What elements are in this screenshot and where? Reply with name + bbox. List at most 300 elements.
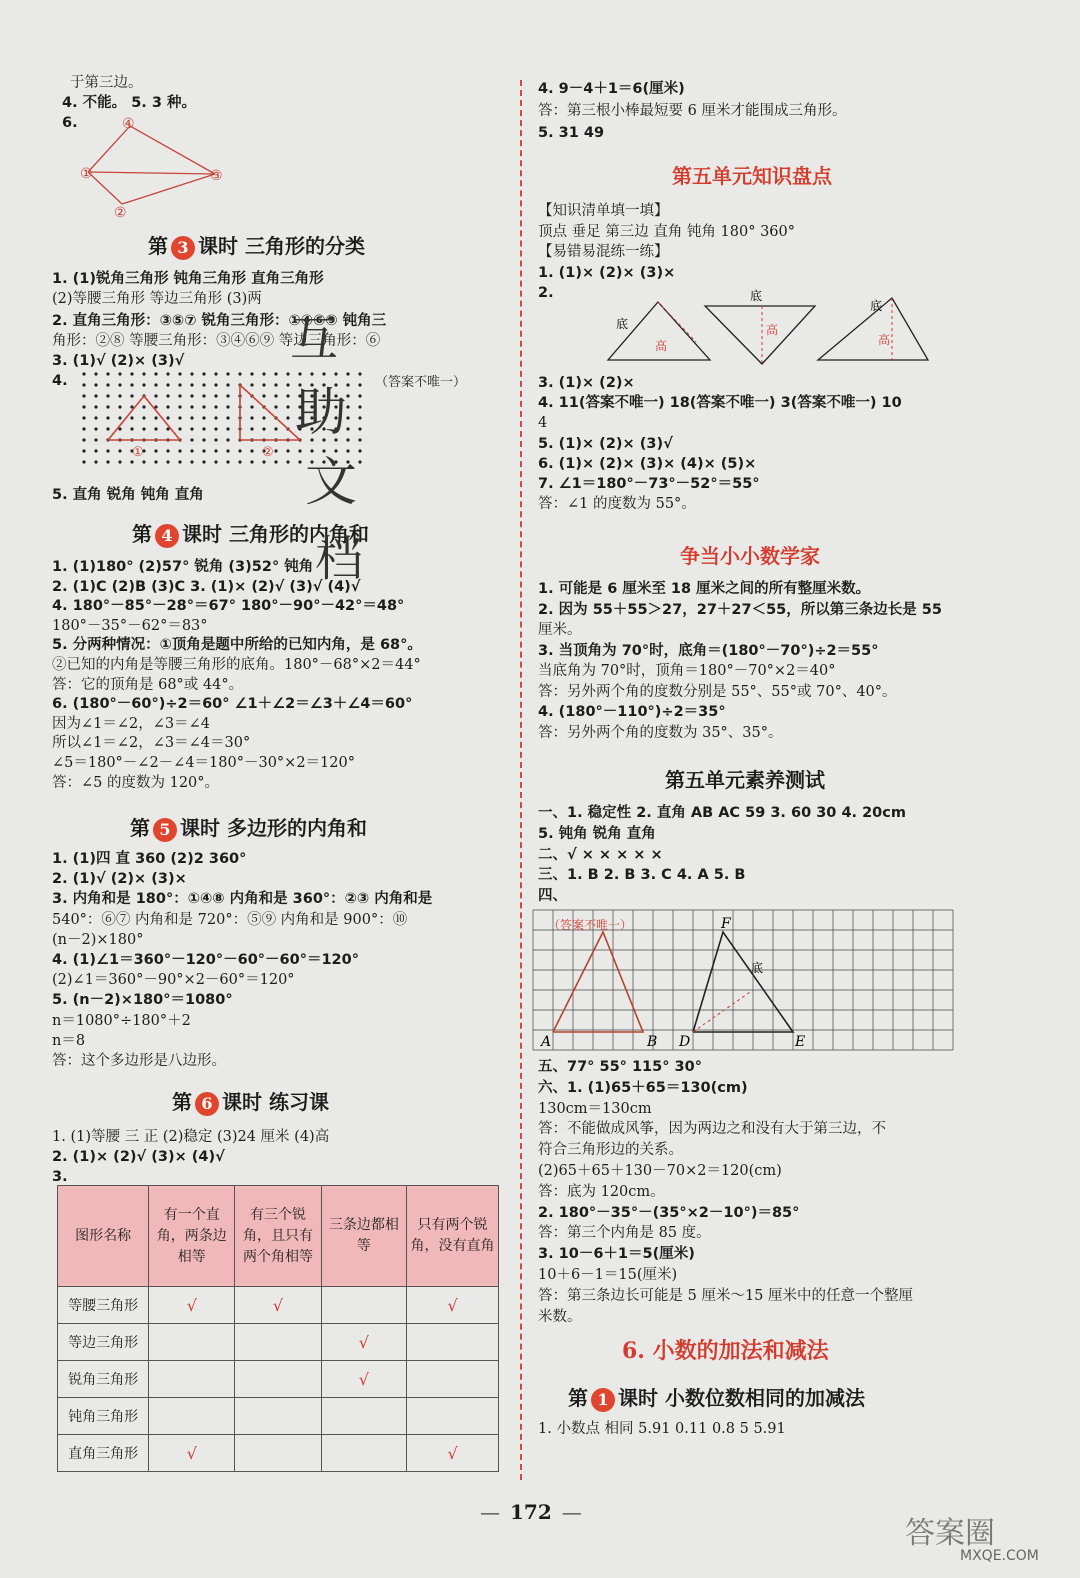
text-line: 1. 小数点 相同 5.91 0.11 0.8 5 5.91 bbox=[538, 1421, 786, 1437]
grid-dot bbox=[118, 394, 121, 397]
grid-dot bbox=[226, 427, 229, 430]
drawn-triangle bbox=[240, 385, 300, 440]
text-line: 一、1. 稳定性 2. 直角 AB AC 59 3. 60 30 4. 20cm bbox=[538, 805, 906, 821]
grid-dot bbox=[274, 449, 277, 452]
grid-dot bbox=[130, 394, 133, 397]
text-line: 5. 31 49 bbox=[538, 125, 605, 141]
table-cell: √ bbox=[321, 1361, 407, 1398]
watermark-url: MXQE.COM bbox=[960, 1548, 1039, 1564]
text-line: 厘米。 bbox=[538, 622, 582, 638]
text-line: 【易错易混练一练】 bbox=[538, 244, 669, 260]
table-cell: 钝角三角形 bbox=[58, 1398, 149, 1435]
text-line: 顶点 垂足 第三边 直角 钝角 180° 360° bbox=[538, 223, 796, 240]
grid-dot bbox=[262, 372, 265, 375]
grid-dot bbox=[358, 394, 361, 397]
grid-dot bbox=[202, 460, 205, 463]
text-line: 1. (1)180° (2)57° 锐角 (3)52° 钝角 bbox=[52, 559, 314, 575]
grid-dot bbox=[106, 460, 109, 463]
grid-dot bbox=[94, 405, 97, 408]
table-header: 有一个直角，两条边相等 bbox=[149, 1186, 235, 1287]
grid-dot bbox=[190, 449, 193, 452]
grid-dot bbox=[286, 460, 289, 463]
text-line: 5. (n－2)×180°＝1080° bbox=[52, 992, 233, 1009]
grid-dot bbox=[94, 449, 97, 452]
shape-label: ① bbox=[132, 445, 144, 460]
lesson5-title: 第 5 课时 多边形的内角和 bbox=[130, 816, 367, 840]
grid-dot bbox=[190, 460, 193, 463]
grid-dot bbox=[94, 416, 97, 419]
grid-dot bbox=[82, 383, 85, 386]
text-line: 符合三角形边的关系。 bbox=[538, 1142, 683, 1159]
grid-dot bbox=[286, 405, 289, 408]
text-line: 4. bbox=[52, 373, 68, 389]
grid-dot bbox=[202, 372, 205, 375]
grid-dot bbox=[358, 383, 361, 386]
grid-dot bbox=[82, 372, 85, 375]
grid-dot bbox=[106, 405, 109, 408]
grid-dot bbox=[274, 460, 277, 463]
grid-dot bbox=[202, 405, 205, 408]
table-row bbox=[58, 1435, 499, 1472]
table-cell bbox=[321, 1398, 407, 1435]
table-cell bbox=[149, 1361, 235, 1398]
text-line: 6. (1)× (2)× (3)× (4)× (5)× bbox=[538, 455, 757, 472]
grid-dot bbox=[130, 460, 133, 463]
drawn-triangle bbox=[553, 932, 643, 1032]
table-cell: √ bbox=[149, 1435, 235, 1472]
grid-dot bbox=[202, 416, 205, 419]
text-line: 180°－35°－62°＝83° bbox=[52, 617, 208, 634]
grid-dot bbox=[274, 427, 277, 430]
grid-dot bbox=[166, 405, 169, 408]
grid-dot bbox=[178, 383, 181, 386]
text-line: 2. 180°－35°－(35°×2－10°)＝85° bbox=[538, 1204, 800, 1221]
page-number: — 172 — bbox=[480, 1500, 582, 1524]
table-header: 图形名称 bbox=[58, 1186, 149, 1287]
text-line: 1. 可能是 6 厘米至 18 厘米之间的所有整厘米数。 bbox=[538, 581, 871, 597]
grid-note: （答案不唯一） bbox=[548, 918, 633, 932]
grid-dot bbox=[154, 372, 157, 375]
drawn-triangle bbox=[693, 932, 793, 1032]
table-cell bbox=[407, 1324, 499, 1361]
grid-dot bbox=[190, 427, 193, 430]
text-line: 答：第三个内角是 85 度。 bbox=[538, 1225, 711, 1242]
grid-dot bbox=[238, 449, 241, 452]
grid-dot bbox=[178, 394, 181, 397]
height-line bbox=[693, 990, 753, 1032]
grid-dot bbox=[262, 427, 265, 430]
table-cell bbox=[235, 1324, 321, 1361]
grid-dot bbox=[226, 449, 229, 452]
grid-dot bbox=[202, 449, 205, 452]
table-cell bbox=[407, 1361, 499, 1398]
grid-dot bbox=[142, 372, 145, 375]
text-line: 于第三边。 bbox=[70, 75, 143, 91]
answer-note: （答案不唯一） bbox=[375, 375, 467, 390]
grid-dot bbox=[202, 383, 205, 386]
grid-dot bbox=[106, 449, 109, 452]
grid-dot bbox=[226, 438, 229, 441]
base-height-triangles bbox=[600, 284, 990, 374]
table-header: 只有两个锐角，没有直角 bbox=[407, 1186, 499, 1287]
grid-dot bbox=[214, 383, 217, 386]
grid-dot bbox=[238, 460, 241, 463]
figure-6-diagram bbox=[70, 112, 240, 222]
grid-dot bbox=[82, 460, 85, 463]
grid-dot bbox=[118, 416, 121, 419]
grid-dot bbox=[178, 372, 181, 375]
base-label: 底 bbox=[870, 299, 883, 313]
text-line: 答：这个多边形是八边形。 bbox=[52, 1053, 226, 1069]
point-label: B bbox=[647, 1034, 658, 1050]
grid-dot bbox=[226, 405, 229, 408]
grid-dot bbox=[274, 394, 277, 397]
text-line: 1. (1)四 直 360 (2)2 360° bbox=[52, 851, 247, 867]
grid-dot bbox=[166, 416, 169, 419]
grid-dot bbox=[178, 405, 181, 408]
grid-dot bbox=[214, 460, 217, 463]
text-line: 四、 bbox=[538, 888, 567, 905]
grid-dot bbox=[202, 394, 205, 397]
table-header: 有三个锐角，且只有两个角相等 bbox=[235, 1186, 321, 1287]
grid-dot bbox=[82, 405, 85, 408]
grid-dot bbox=[190, 405, 193, 408]
grid-dot bbox=[106, 416, 109, 419]
text-line: 1. (1)× (2)× (3)× bbox=[538, 264, 676, 281]
grid-dot bbox=[178, 460, 181, 463]
text-line: 3. 当顶角为 70°时，底角＝(180°－70°)÷2＝55° bbox=[538, 642, 879, 659]
grid-dot bbox=[166, 449, 169, 452]
grid-dot bbox=[262, 383, 265, 386]
grid-dot bbox=[166, 372, 169, 375]
grid-dot bbox=[358, 416, 361, 419]
grid-dot bbox=[118, 460, 121, 463]
table-cell: √ bbox=[235, 1287, 321, 1324]
grid-dot bbox=[262, 416, 265, 419]
grid-dot bbox=[250, 449, 253, 452]
grid-dot bbox=[178, 449, 181, 452]
table-cell bbox=[149, 1398, 235, 1435]
grid-dot bbox=[358, 438, 361, 441]
grid-dot bbox=[190, 372, 193, 375]
grid-dot bbox=[94, 372, 97, 375]
grid-dot bbox=[82, 438, 85, 441]
text-line: 角形：②⑧ 等腰三角形：③④⑥⑨ 等边三角形：⑥ bbox=[52, 333, 381, 349]
text-line: 当底角为 70°时，顶角＝180°－70°×2＝40° bbox=[538, 663, 836, 679]
text-line: 4 bbox=[538, 415, 548, 432]
grid-dot bbox=[214, 427, 217, 430]
text-line: 4. 不能。 5. 3 种。 bbox=[62, 95, 196, 111]
lesson4-title: 第 4 课时 三角形的内角和 bbox=[132, 522, 369, 546]
table-cell: √ bbox=[321, 1324, 407, 1361]
text-line: 六、1. (1)65＋65＝130(cm) bbox=[538, 1079, 748, 1096]
text-line: 答：第三条边长可能是 5 厘米～15 厘米中的任意一个整厘 bbox=[538, 1287, 914, 1304]
grid-dot bbox=[250, 416, 253, 419]
grid-dot bbox=[226, 416, 229, 419]
text-line: (2)等腰三角形 等边三角形 (3)两 bbox=[52, 291, 262, 307]
table-cell: √ bbox=[149, 1287, 235, 1324]
grid-dot bbox=[238, 372, 241, 375]
grid-dot bbox=[358, 372, 361, 375]
text-line: 5. 分两种情况：①顶角是题中所给的已知内角，是 68°。 bbox=[52, 637, 422, 654]
grid-dot bbox=[358, 405, 361, 408]
table-cell bbox=[407, 1398, 499, 1435]
point-label: ① bbox=[80, 166, 93, 182]
text-line: 答：第三根小棒最短要 6 厘米才能围成三角形。 bbox=[538, 103, 847, 119]
point-label: ③ bbox=[210, 168, 223, 184]
grid-dot bbox=[142, 383, 145, 386]
grid-dot bbox=[166, 394, 169, 397]
grid-dot bbox=[166, 383, 169, 386]
grid-dot bbox=[118, 405, 121, 408]
point-label: ④ bbox=[122, 116, 135, 132]
handwriting-char: 文 bbox=[305, 453, 358, 513]
table-cell: √ bbox=[407, 1435, 499, 1472]
grid-dot bbox=[94, 438, 97, 441]
handwriting-char: 互 bbox=[290, 311, 339, 367]
grid-dot bbox=[190, 438, 193, 441]
text-line: 三、1. B 2. B 3. C 4. A 5. B bbox=[538, 867, 746, 884]
grid-dot bbox=[286, 416, 289, 419]
grid-dot bbox=[106, 427, 109, 430]
grid-dot bbox=[142, 416, 145, 419]
grid-dot bbox=[286, 372, 289, 375]
table-cell bbox=[321, 1435, 407, 1472]
grid-dot bbox=[142, 460, 145, 463]
table-cell bbox=[235, 1398, 321, 1435]
height-label: 高 bbox=[878, 333, 891, 347]
text-line: 2. (1)C (2)B (3)C 3. (1)× (2)√ (3)√ (4)√ bbox=[52, 578, 361, 595]
grid-dot bbox=[130, 427, 133, 430]
grid-dot bbox=[106, 394, 109, 397]
table-cell: 直角三角形 bbox=[58, 1435, 149, 1472]
text-line: 因为∠1＝∠2，∠3＝∠4 bbox=[52, 715, 210, 732]
text-line: 5. 钝角 锐角 直角 bbox=[538, 825, 656, 842]
text-line: 130cm＝130cm bbox=[538, 1100, 652, 1117]
text-line: 4. (180°－110°)÷2＝35° bbox=[538, 704, 726, 720]
text-line: 4. 9－4＋1＝6(厘米) bbox=[538, 81, 685, 97]
table-cell bbox=[235, 1361, 321, 1398]
text-line: 3. bbox=[52, 1169, 68, 1185]
text-line: 3. 内角和是 180°：①④⑧ 内角和是 360°：②③ 内角和是 bbox=[52, 891, 433, 908]
text-line: 五、77° 55° 115° 30° bbox=[538, 1059, 702, 1075]
text-line: 3. 10－6＋1＝5(厘米) bbox=[538, 1246, 695, 1263]
grid-dot bbox=[142, 427, 145, 430]
grid-dot bbox=[250, 372, 253, 375]
grid-dot bbox=[274, 372, 277, 375]
watermark-brand: 答案圈 bbox=[905, 1516, 995, 1551]
table-cell bbox=[321, 1287, 407, 1324]
text-line: 2. bbox=[538, 285, 554, 301]
grid-dot bbox=[154, 416, 157, 419]
grid-dot bbox=[214, 405, 217, 408]
lesson3-title: 第 3 课时 三角形的分类 bbox=[148, 234, 365, 258]
grid-dot bbox=[154, 394, 157, 397]
text-line: ∠5＝180°－∠2－∠4＝180°－30°×2＝120° bbox=[52, 755, 355, 771]
grid-dot bbox=[190, 394, 193, 397]
shape-label: ② bbox=[262, 445, 274, 460]
grid-dot bbox=[94, 394, 97, 397]
grid-dot bbox=[178, 416, 181, 419]
text-line: 答：另外两个角的度数分别是 55°、55°或 70°、40°。 bbox=[538, 683, 897, 700]
table-cell: 等边三角形 bbox=[58, 1324, 149, 1361]
grid-dot bbox=[202, 438, 205, 441]
handwriting-char: 档 bbox=[315, 531, 364, 587]
text-line: 2. 因为 55＋55＞27，27＋27＜55，所以第三条边长是 55 bbox=[538, 601, 942, 618]
text-line: 答：不能做成风筝，因为两边之和没有大于第三边，不 bbox=[538, 1121, 886, 1138]
table-cell: 锐角三角形 bbox=[58, 1361, 149, 1398]
text-line: n＝8 bbox=[52, 1032, 86, 1049]
grid-dot bbox=[226, 372, 229, 375]
chapter6-title: 6. 小数的加法和减法 bbox=[622, 1338, 829, 1364]
grid-dot bbox=[190, 416, 193, 419]
grid-dot bbox=[250, 427, 253, 430]
table-cell: √ bbox=[407, 1287, 499, 1324]
grid-dot bbox=[118, 372, 121, 375]
text-line: 答：∠5 的度数为 120°。 bbox=[52, 774, 220, 791]
point-label: 底 bbox=[751, 961, 764, 975]
grid-dot bbox=[286, 394, 289, 397]
grid-dot bbox=[262, 460, 265, 463]
point-label: F bbox=[721, 916, 731, 932]
text-line: 10＋6－1＝15(厘米) bbox=[538, 1267, 678, 1283]
table-row bbox=[58, 1398, 499, 1435]
grid-dot bbox=[358, 460, 361, 463]
text-line: 5. (1)× (2)× (3)√ bbox=[538, 435, 673, 452]
text-line: (2)∠1＝360°－90°×2－60°＝120° bbox=[52, 972, 295, 989]
text-line: 6. bbox=[62, 115, 78, 131]
text-line: 答：∠1 的度数为 55°。 bbox=[538, 496, 696, 513]
grid-dot bbox=[106, 383, 109, 386]
grid-dot bbox=[94, 383, 97, 386]
grid-dot bbox=[298, 449, 301, 452]
classification-table bbox=[57, 1185, 499, 1472]
text-line: 答：另外两个角的度数为 35°、35°。 bbox=[538, 724, 783, 741]
text-line: 3. (1)× (2)× bbox=[538, 375, 635, 391]
grid-dot bbox=[82, 427, 85, 430]
grid-dot bbox=[226, 394, 229, 397]
text-line: 6. (180°－60°)÷2＝60° ∠1＋∠2＝∠3＋∠4＝60° bbox=[52, 696, 413, 713]
grid-dot bbox=[142, 405, 145, 408]
grid-dot bbox=[118, 449, 121, 452]
grid-dot bbox=[154, 460, 157, 463]
unit5-review-title: 第五单元知识盘点 bbox=[672, 164, 832, 188]
table-row bbox=[58, 1287, 499, 1324]
table-cell: 等腰三角形 bbox=[58, 1287, 149, 1324]
text-line: (2)65＋65＋130－70×2＝120(cm) bbox=[538, 1163, 782, 1179]
grid-dot bbox=[214, 394, 217, 397]
text-line: (n－2)×180° bbox=[52, 931, 144, 948]
mathematician-title: 争当小小数学家 bbox=[680, 544, 820, 568]
grid-dot bbox=[154, 383, 157, 386]
grid-dot bbox=[130, 372, 133, 375]
base-label: 底 bbox=[750, 289, 763, 303]
point-label: E bbox=[795, 1034, 806, 1050]
grid-dot bbox=[358, 427, 361, 430]
grid-dot bbox=[250, 405, 253, 408]
text-line: 7. ∠1＝180°－73°－52°＝55° bbox=[538, 476, 760, 492]
grid-dot bbox=[154, 449, 157, 452]
text-line: n＝1080°÷180°＋2 bbox=[52, 1012, 191, 1029]
text-line: 1. (1)等腰 三 正 (2)稳定 (3)24 厘米 (4)高 bbox=[52, 1129, 330, 1145]
table-row bbox=[58, 1361, 499, 1398]
text-line: 3. (1)√ (2)× (3)√ bbox=[52, 353, 185, 369]
grid-dot bbox=[118, 383, 121, 386]
grid-dot bbox=[106, 372, 109, 375]
height-label: 高 bbox=[655, 339, 668, 353]
grid-dot bbox=[154, 427, 157, 430]
grid-dot bbox=[226, 383, 229, 386]
text-line: 2. (1)√ (2)× (3)× bbox=[52, 871, 187, 888]
text-line: 答：它的顶角是 68°或 44°。 bbox=[52, 676, 244, 693]
grid-dot bbox=[214, 416, 217, 419]
point-label: A bbox=[541, 1034, 552, 1050]
grid-dot bbox=[82, 449, 85, 452]
grid-dot bbox=[250, 460, 253, 463]
text-line: 二、√ × × × × × bbox=[538, 846, 663, 863]
text-line: 【知识清单填一填】 bbox=[538, 203, 669, 219]
base-label: 底 bbox=[616, 317, 629, 331]
grid-dot bbox=[214, 438, 217, 441]
grid-dot bbox=[178, 427, 181, 430]
text-line: 1. (1)锐角三角形 钝角三角形 直角三角形 bbox=[52, 271, 324, 287]
text-line: 4. (1)∠1＝360°－120°－60°－60°＝120° bbox=[52, 952, 359, 968]
point-label: D bbox=[679, 1034, 691, 1050]
grid-dot bbox=[226, 460, 229, 463]
column-divider bbox=[520, 80, 522, 1480]
grid-dot bbox=[214, 372, 217, 375]
height-label: 高 bbox=[766, 323, 779, 337]
table-cell bbox=[149, 1324, 235, 1361]
table-cell bbox=[235, 1435, 321, 1472]
text-line: 所以∠1＝∠2，∠3＝∠4＝30° bbox=[52, 735, 251, 752]
handwriting-char: 助 bbox=[295, 383, 348, 443]
text-line: 4. 11(答案不唯一) 18(答案不唯一) 3(答案不唯一) 10 bbox=[538, 395, 902, 412]
lesson6-title: 第 6 课时 练习课 bbox=[172, 1090, 329, 1114]
text-line: 4. 180°－85°－28°＝67° 180°－90°－42°＝48° bbox=[52, 598, 405, 615]
grid-dot bbox=[130, 383, 133, 386]
grid-dot bbox=[298, 460, 301, 463]
lesson1-title: 第 1 课时 小数位数相同的加减法 bbox=[568, 1386, 865, 1410]
grid-dot bbox=[274, 405, 277, 408]
grid-dot bbox=[202, 427, 205, 430]
grid-dot bbox=[262, 394, 265, 397]
grid-dot bbox=[94, 427, 97, 430]
table-header: 三条边都相等 bbox=[321, 1186, 407, 1287]
grid-dot bbox=[214, 449, 217, 452]
text-line: ②已知的内角是等腰三角形的底角。180°－68°×2＝44° bbox=[52, 657, 421, 673]
grid-dot bbox=[166, 460, 169, 463]
grid-dot bbox=[94, 460, 97, 463]
point-label: ② bbox=[114, 205, 127, 221]
grid-dot bbox=[358, 449, 361, 452]
grid-dot bbox=[82, 416, 85, 419]
text-line: 2. 直角三角形：③⑤⑦ 锐角三角形：①④⑥⑨ 钝角三 bbox=[52, 313, 387, 329]
grid-dot bbox=[130, 416, 133, 419]
text-line: 答：底为 120cm。 bbox=[538, 1183, 665, 1200]
grid-dot bbox=[286, 449, 289, 452]
grid-dot bbox=[190, 383, 193, 386]
text-line: 5. 直角 锐角 钝角 直角 bbox=[52, 487, 204, 503]
grid-dot bbox=[274, 383, 277, 386]
unit5-test-title: 第五单元素养测试 bbox=[665, 768, 825, 792]
grid-dot bbox=[286, 383, 289, 386]
text-line: 540°：⑥⑦ 内角和是 720°：⑤⑨ 内角和是 900°：⑩ bbox=[52, 911, 408, 928]
grid-dot bbox=[250, 383, 253, 386]
grid-dot bbox=[82, 394, 85, 397]
table-row bbox=[58, 1324, 499, 1361]
text-line: 米数。 bbox=[538, 1308, 582, 1325]
